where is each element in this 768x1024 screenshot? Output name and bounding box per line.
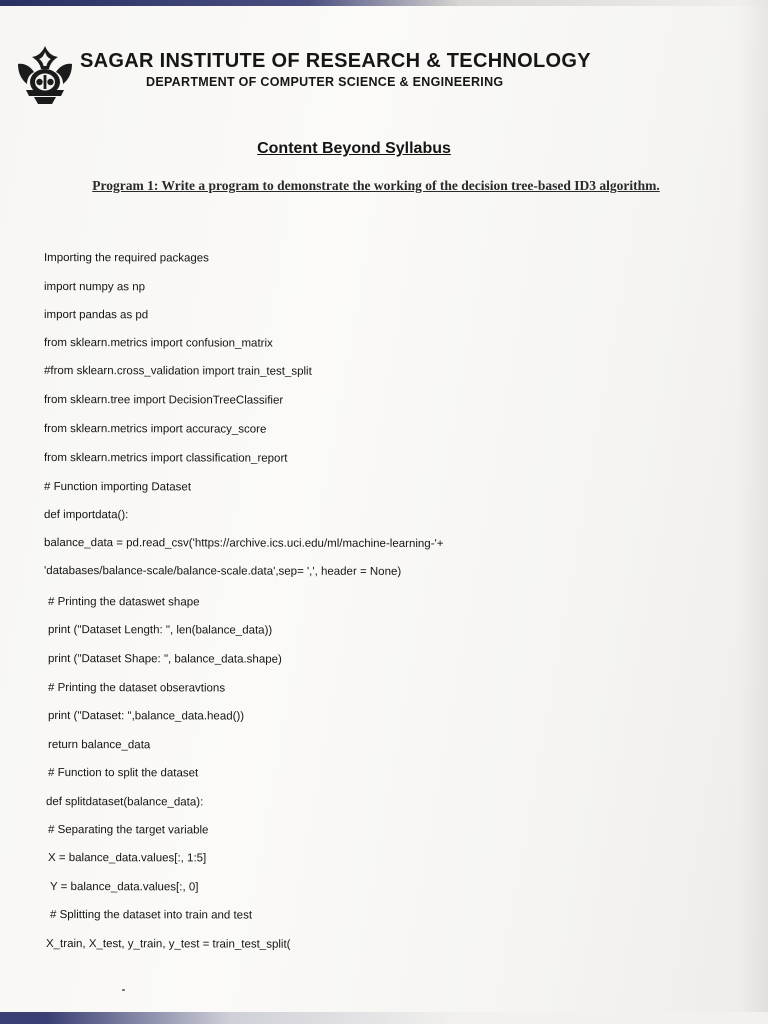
code-line: X_train, X_test, y_train, y_test = train_test_split( xyxy=(45,938,291,951)
code-line: from sklearn.metrics import classification_report xyxy=(43,452,288,465)
code-line: balance_data = pd.read_csv('https://archive.ics.uci.edu/ml/machine-learning-'+ xyxy=(43,537,444,551)
code-line: def importdata(): xyxy=(43,509,129,522)
department-name: DEPARTMENT OF COMPUTER SCIENCE & ENGINEERING xyxy=(146,75,504,89)
paper-speck xyxy=(122,989,125,991)
code-line: # Splitting the dataset into train and test xyxy=(49,909,253,922)
code-line: # Separating the target variable xyxy=(47,824,209,837)
code-line: # Function importing Dataset xyxy=(43,481,192,494)
code-line: return balance_data xyxy=(47,739,151,752)
code-line: Importing the required packages xyxy=(43,252,209,265)
institute-name: SAGAR INSTITUTE OF RESEARCH & TECHNOLOGY xyxy=(80,50,591,72)
code-line: 'databases/balance-scale/balance-scale.data',sep= ',', header = None) xyxy=(43,565,402,578)
code-line: print ("Dataset Shape: ", balance_data.shape) xyxy=(47,653,282,666)
code-line: import pandas as pd xyxy=(43,309,149,322)
code-line: from sklearn.tree import DecisionTreeClassifier xyxy=(43,394,284,407)
section-title: Content Beyond Syllabus xyxy=(257,140,451,157)
code-line: import numpy as np xyxy=(43,281,146,294)
code-line: from sklearn.metrics import confusion_matrix xyxy=(43,337,273,350)
code-line: X = balance_data.values[:, 1:5] xyxy=(47,852,207,865)
code-line: from sklearn.metrics import accuracy_score xyxy=(43,423,267,436)
code-line: def splitdataset(balance_data): xyxy=(45,796,204,809)
code-line: # Function to split the dataset xyxy=(47,767,199,780)
code-line: # Printing the dataswet shape xyxy=(47,596,200,609)
page-bottom-edge xyxy=(0,1012,768,1024)
program-title: Program 1: Write a program to demonstrate the working of the decision tree-based ID3 algorithm. xyxy=(92,178,660,193)
code-line: #from sklearn.cross_validation import train_test_split xyxy=(43,365,312,378)
code-line: print ("Dataset: ",balance_data.head()) xyxy=(47,710,245,723)
code-line: Y = balance_data.values[:, 0] xyxy=(49,881,199,894)
code-line: print ("Dataset Length: ", len(balance_data)) xyxy=(47,624,273,637)
code-line: # Printing the dataset obseravtions xyxy=(47,682,226,695)
